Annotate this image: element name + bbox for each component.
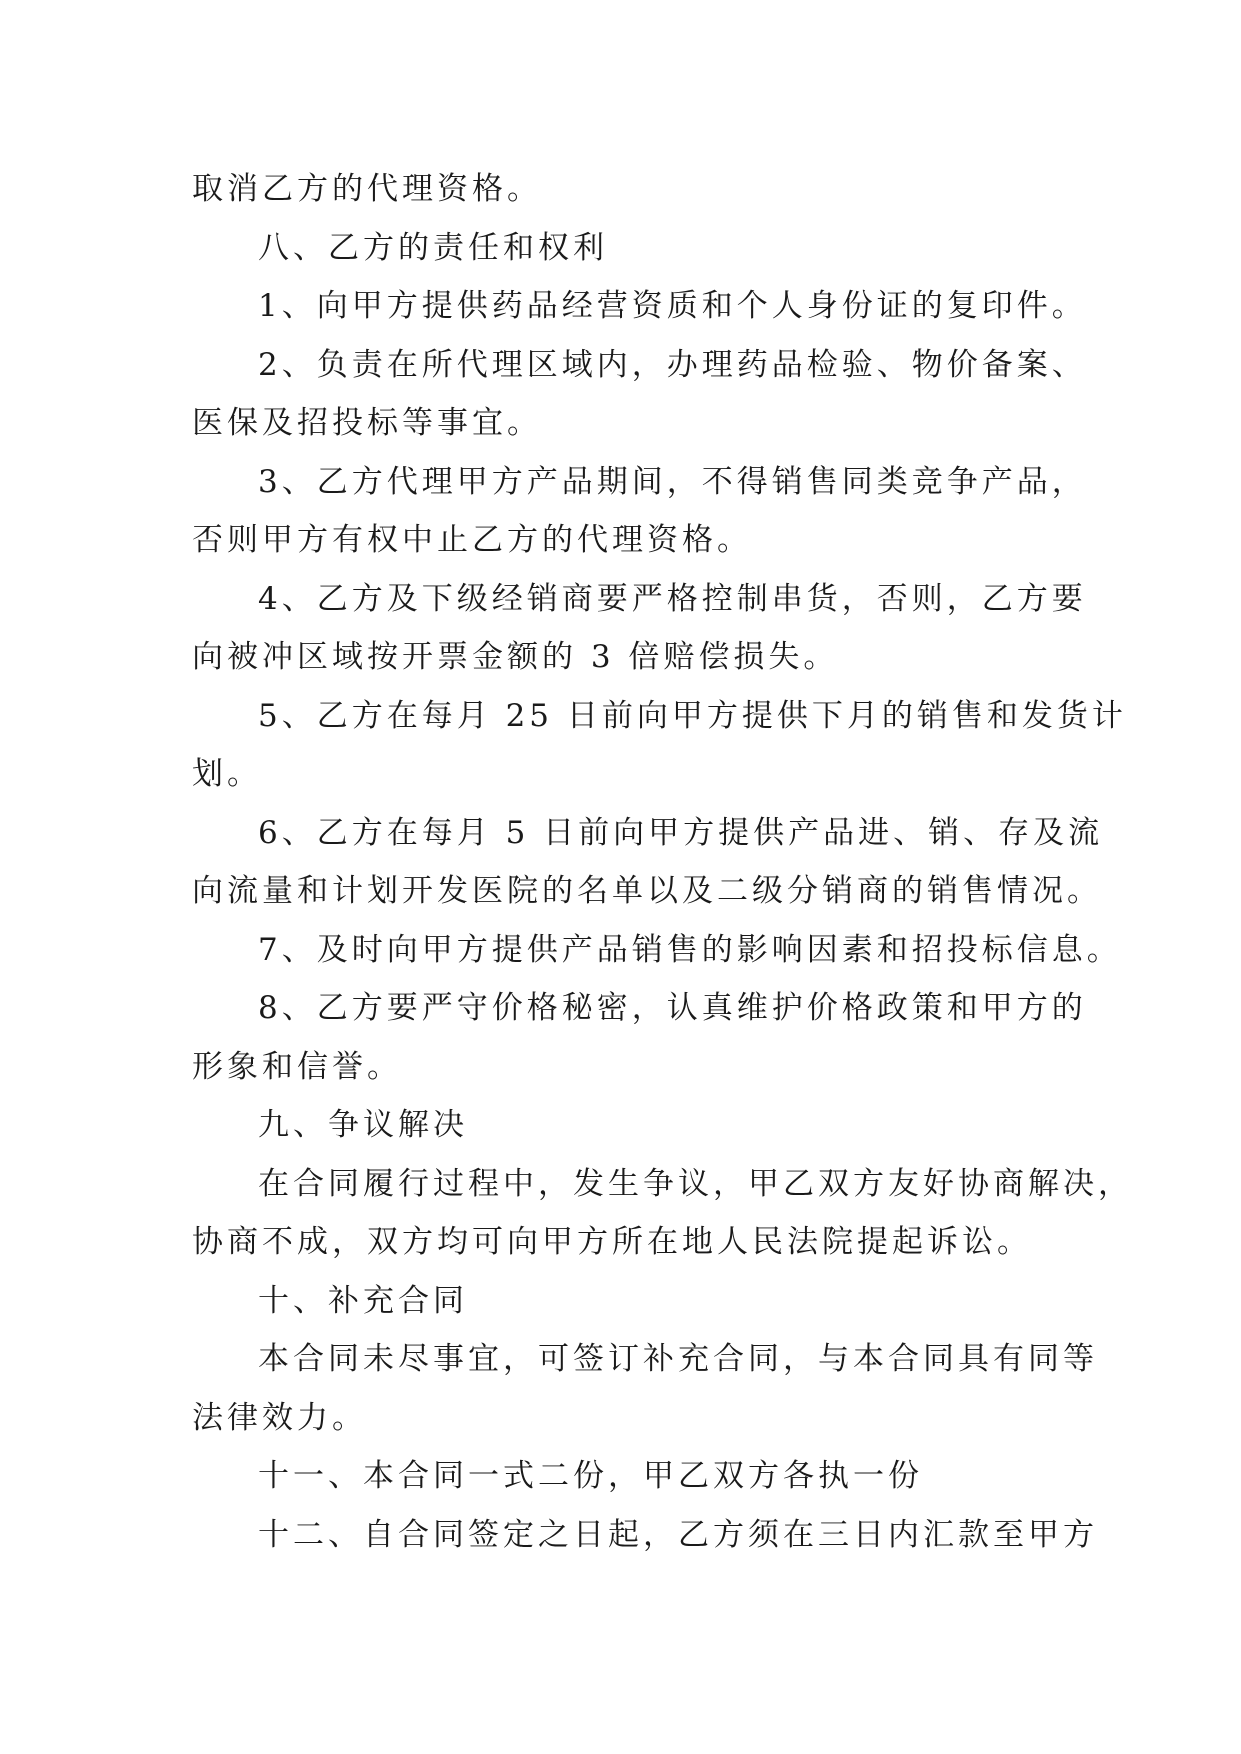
text-line: 1、向甲方提供药品经营资质和个人身份证的复印件。 xyxy=(258,288,1087,324)
text-line: 医保及招投标等事宜。 xyxy=(192,405,542,441)
text-line: 本合同未尽事宜，可签订补充合同，与本合同具有同等 xyxy=(258,1341,1098,1377)
section-heading: 九、争议解决 xyxy=(258,1107,468,1143)
text-line: 8、乙方要严守价格秘密，认真维护价格政策和甲方的 xyxy=(258,990,1087,1026)
text-line: 2、负责在所代理区域内，办理药品检验、物价备案、 xyxy=(258,346,1087,383)
text-line: 4、乙方及下级经销商要严格控制串货，否则，乙方要 xyxy=(258,580,1087,617)
text-line: 向流量和计划开发医院的名单以及二级分销商的销售情况。 xyxy=(192,873,1102,909)
text-line: 十二、自合同签定之日起，乙方须在三日内汇款至甲方 xyxy=(258,1516,1098,1553)
text-line: 否则甲方有权中止乙方的代理资格。 xyxy=(192,522,752,558)
text-line: 5、乙方在每月 25 日前向甲方提供下月的销售和发货计 xyxy=(258,697,1127,734)
text-line: 在合同履行过程中，发生争议，甲乙双方友好协商解决， xyxy=(258,1165,1133,1202)
document-body xyxy=(192,160,1133,1564)
text-line: 协商不成，双方均可向甲方所在地人民法院提起诉讼。 xyxy=(192,1224,1032,1260)
section-heading: 八、乙方的责任和权利 xyxy=(258,229,608,266)
text-line: 6、乙方在每月 5 日前向甲方提供产品进、销、存及流 xyxy=(258,814,1104,851)
text-line: 向被冲区域按开票金额的 3 倍赔偿损失。 xyxy=(192,639,839,675)
text-line: 形象和信誉。 xyxy=(192,1048,402,1085)
section-heading: 十、补充合同 xyxy=(258,1282,468,1319)
text-line: 3、乙方代理甲方产品期间，不得销售同类竞争产品， xyxy=(258,463,1087,500)
text-line: 划。 xyxy=(192,756,262,792)
text-line: 取消乙方的代理资格。 xyxy=(192,171,542,207)
text-line: 7、及时向甲方提供产品销售的影响因素和招投标信息。 xyxy=(258,931,1122,968)
text-line: 法律效力。 xyxy=(192,1399,367,1436)
text-line: 十一、本合同一式二份，甲乙双方各执一份 xyxy=(258,1458,923,1494)
